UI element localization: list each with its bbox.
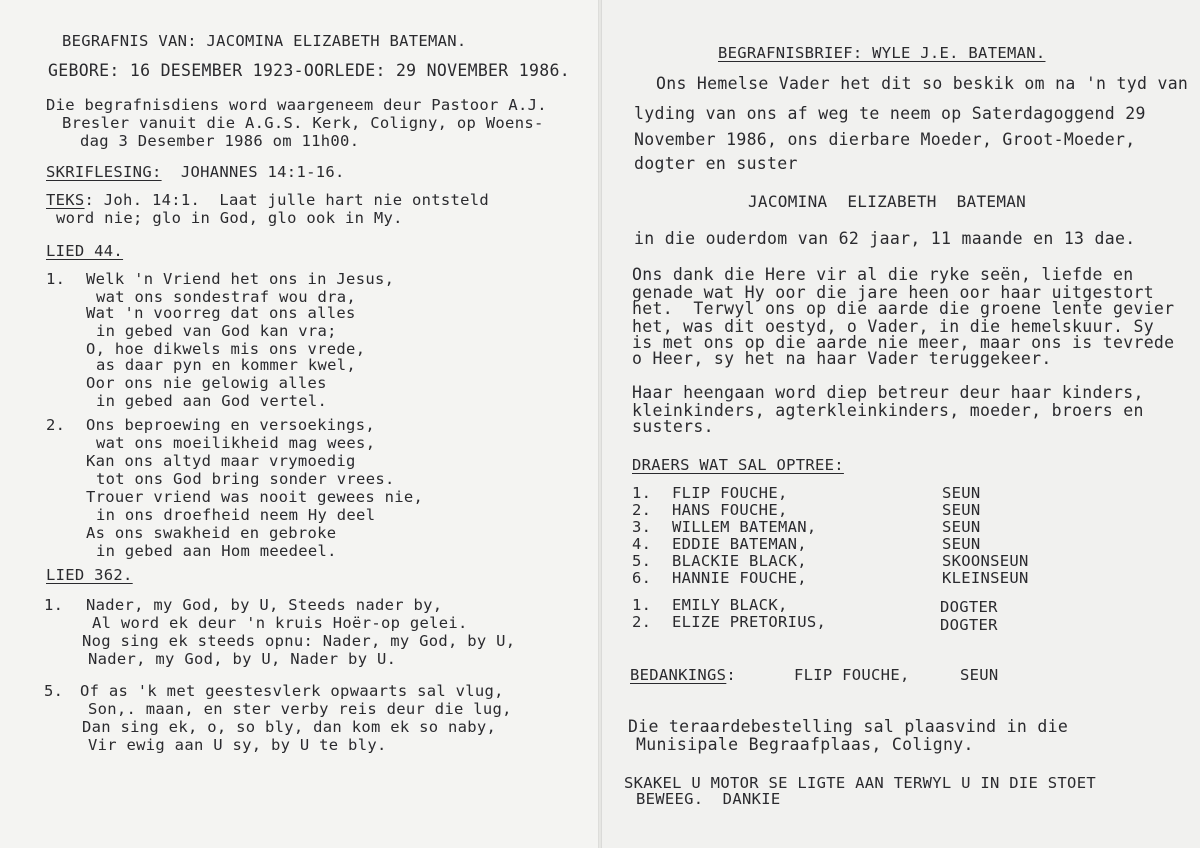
service-line-3: dag 3 Desember 1986 om 11h00. [80,132,360,150]
hymn-line: Dan sing ek, o, so bly, dan kom ek so naby, [82,718,497,736]
mourn-line: Haar heengaan word diep betreur deur haar kinders, [632,383,1144,402]
hymn-line: As ons swakheid en gebroke [86,524,337,542]
hymn-line: in gebed aan God vertel. [96,392,328,410]
bearer-relation: DOGTER [940,598,998,616]
hymn-line: Nader, my God, by U, Nader by U. [88,650,397,668]
bearer-number: 1. [632,596,652,614]
hymn-line: Kan ons altyd maar vrymoedig [86,452,356,470]
thanks-line: het. Terwyl ons op die aarde die groene lente gevier [632,299,1175,318]
mourn-line: susters. [632,417,714,436]
hymn-line: in gebed van God kan vra; [96,322,337,340]
bearer-name: BLACKIE BLACK, [672,552,807,570]
thanks-line: is met ons op die aarde nie meer, maar ons is tevrede [632,333,1175,352]
right-page [602,0,1200,848]
hymn-line: in gebed aan Hom meedeel. [96,542,337,560]
reading-heading [46,163,345,181]
hymn-line: Al word ek deur 'n kruis Hoër-op gelei. [92,614,468,632]
reading-label: SKRIFLESING: [46,163,162,181]
bearer-number: 4. [632,535,652,553]
bedankings-heading [630,666,736,684]
hymn-362-verse-5-number: 5. [44,682,64,700]
bearer-name: HANS FOUCHE, [672,501,788,519]
hymn-line: Vir ewig aan U sy, by U te bly. [88,736,387,754]
text-verse-line-2: word nie; glo in God, glo ook in My. [56,209,403,227]
hymn-line: Of as 'k met geestesvlerk opwaarts sal vlug, [80,682,504,700]
intro-line: lyding van ons af weg te neem op Saterdagoggend 29 [634,104,1146,123]
service-line-1: Die begrafnisdiens word waargeneem deur Pastoor A.J. [46,96,547,114]
birth-death-dates: GEBORE: 16 DESEMBER 1923-OORLEDE: 29 NOVEMBER 1986. [48,61,570,80]
notice-line: SKAKEL U MOTOR SE LIGTE AAN TERWYL U IN DIE STOET [624,774,1096,792]
funeral-title: BEGRAFNIS VAN: JACOMINA ELIZABETH BATEMAN. [62,32,467,50]
hymn-line: wat ons moeilikheid mag wees, [96,434,376,452]
hymn-line: Trouer vriend was nooit gewees nie, [86,488,424,506]
bearer-name: HANNIE FOUCHE, [672,569,807,587]
bedankings-label: BEDANKINGS [630,666,727,684]
notice-line: BEWEEG. DANKIE [636,790,781,808]
hymn-line: Ons beproewing en versoekings, [86,416,375,434]
bearer-name: EDDIE BATEMAN, [672,535,807,553]
bearer-name: ELIZE PRETORIUS, [672,613,827,631]
bedankings-name: FLIP FOUCHE, [794,666,910,684]
left-page [0,0,598,848]
burial-line: Munisipale Begraafplaas, Coligny. [636,735,974,754]
hymn-line: Nader, my God, by U, Steeds nader by, [86,596,443,614]
hymn-line: Son,. maan, en ster verby reis deur die lug, [88,700,512,718]
hymn-line: Welk 'n Vriend het ons in Jesus, [86,270,395,288]
thanks-line: het, was dit oestyd, o Vader, in die hemelskuur. Sy [632,317,1154,336]
bearer-relation: DOGTER [940,616,998,634]
thanks-line: genade wat Hy oor die jare heen oor haar uitgestort [632,283,1154,302]
bearer-relation: SEUN [942,484,981,502]
bearer-relation: SEUN [942,535,981,553]
hymn-362-verse-1-number: 1. [44,596,64,614]
reading-text: JOHANNES 14:1-16. [180,163,345,181]
age-line: in die ouderdom van 62 jaar, 11 maande en 13 dae. [634,229,1136,248]
thanks-line: Ons dank die Here vir al die ryke seën, liefde en [632,265,1134,284]
bearer-number: 3. [632,518,652,536]
bearers-title: DRAERS WAT SAL OPTREE: [632,456,844,474]
bearer-relation: SKOONSEUN [942,552,1029,570]
letter-title: BEGRAFNISBRIEF: WYLE J.E. BATEMAN. [718,44,1046,62]
bearer-number: 6. [632,569,652,587]
hymn-line: Oor ons nie gelowig alles [86,374,327,392]
bearer-relation: SEUN [942,501,981,519]
hymn-line: wat ons sondestraf wou dra, [96,288,357,306]
hymn-44-verse-2-number: 2. [46,416,66,434]
hymn-line: as daar pyn en kommer kwel, [96,356,357,374]
intro-line: Ons Hemelse Vader het dit so beskik om na 'n tyd van [656,74,1189,93]
bedankings-colon: : [726,666,736,684]
intro-line: November 1986, ons dierbare Moeder, Groot-Moeder, [634,130,1136,149]
hymn-line: Nog sing ek steeds opnu: Nader, my God, by U, [82,632,516,650]
hymn-line: O, hoe dikwels mis ons vrede, [86,340,366,358]
thanks-line: o Heer, sy het na haar Vader teruggekeer. [632,349,1052,368]
bearer-number: 2. [632,613,652,631]
bearer-number: 2. [632,501,652,519]
intro-line: dogter en suster [634,154,798,173]
hymn-line: tot ons God bring sonder vrees. [96,470,395,488]
text-heading [46,191,489,209]
service-line-2: Bresler vanuit die A.G.S. Kerk, Coligny, op Woens- [62,114,544,132]
deceased-name: JACOMINA ELIZABETH BATEMAN [748,192,1027,211]
hymn-line: in ons droefheid neem Hy deel [96,506,376,524]
bearer-name: FLIP FOUCHE, [672,484,788,502]
bearer-name: EMILY BLACK, [672,596,788,614]
bearer-name: WILLEM BATEMAN, [672,518,817,536]
bearer-relation: KLEINSEUN [942,569,1029,587]
mourn-line: kleinkinders, agterkleinkinders, moeder, broers en [632,401,1144,420]
bearer-number: 5. [632,552,652,570]
text-label: TEKS [46,191,85,209]
bearer-relation: SEUN [942,518,981,536]
hymn-line: Wat 'n voorreg dat ons alles [86,304,356,322]
burial-line: Die teraardebestelling sal plaasvind in die [628,717,1069,736]
bearer-number: 1. [632,484,652,502]
bedankings-relation: SEUN [960,666,999,684]
hymn-362-title: LIED 362. [46,566,133,584]
text-verse: : Joh. 14:1. Laat julle hart nie ontsteld [84,191,490,209]
hymn-44-verse-1-number: 1. [46,270,66,288]
hymn-44-title: LIED 44. [46,242,124,260]
